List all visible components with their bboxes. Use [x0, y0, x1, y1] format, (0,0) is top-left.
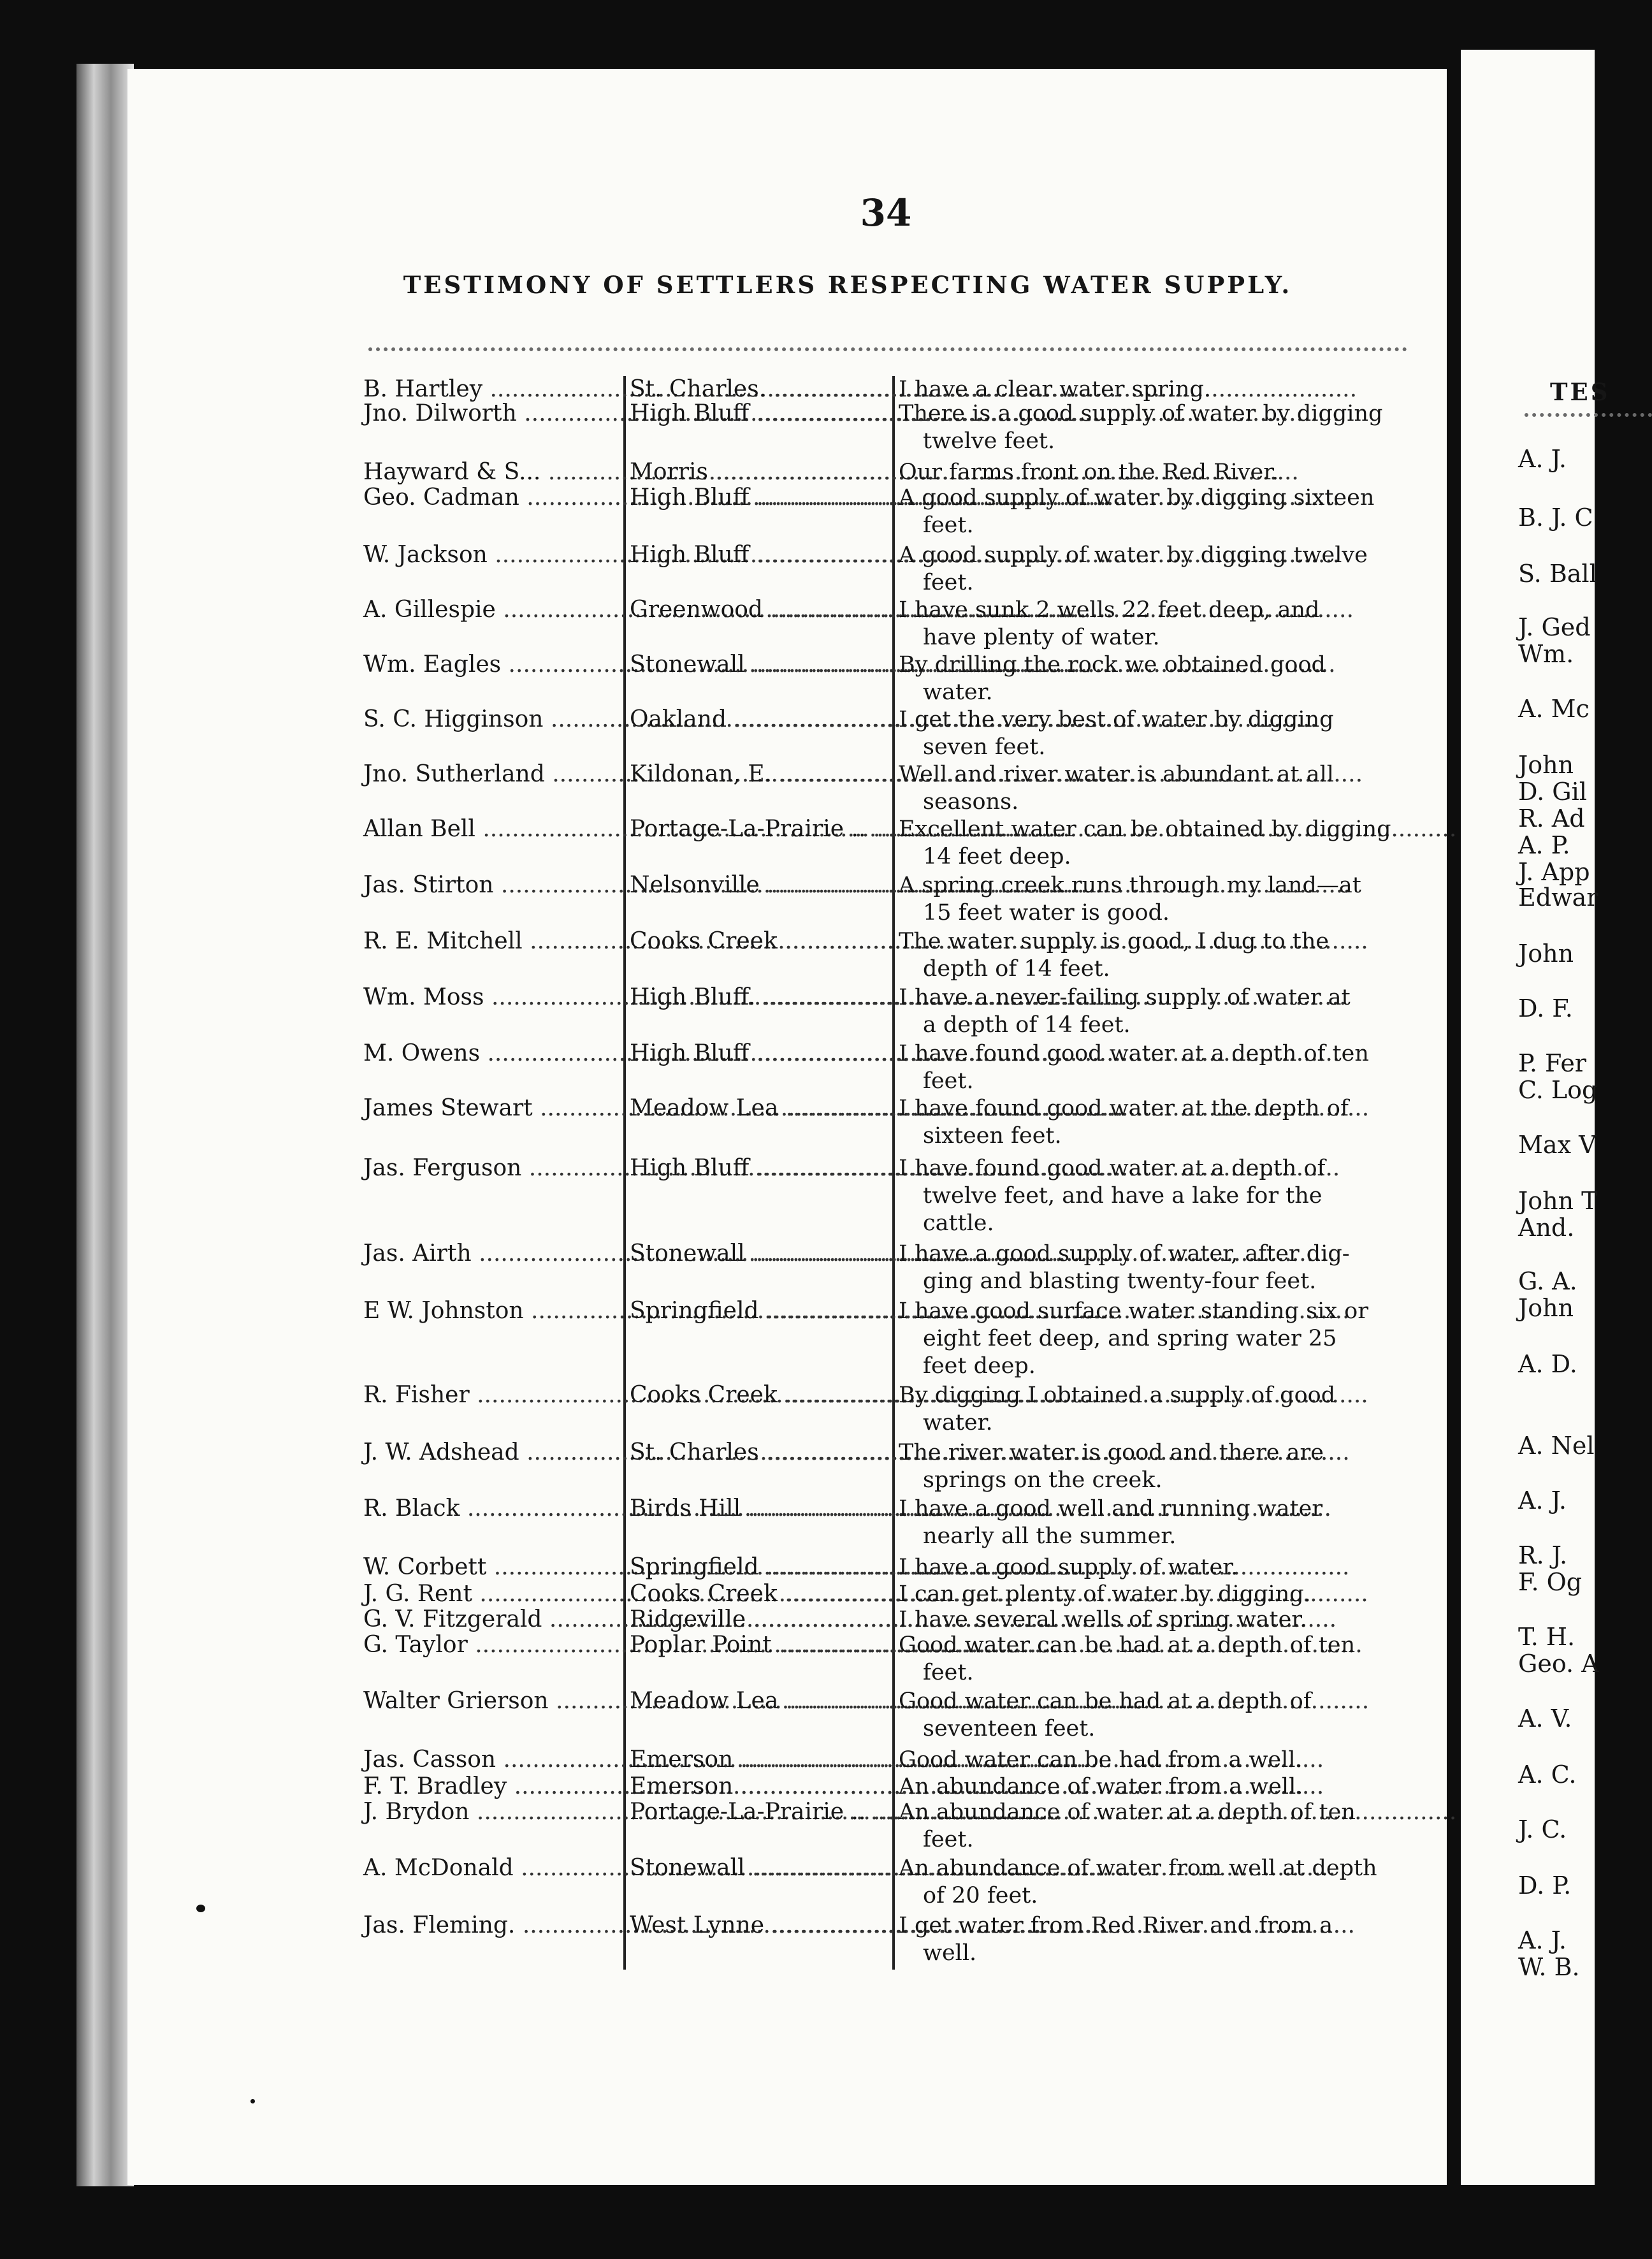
testimony-text — [899, 1632, 1440, 1687]
testimony-text — [899, 1240, 1440, 1295]
next-page-name-fragment: D. F. — [1518, 994, 1573, 1022]
testimony-line: water. — [923, 679, 993, 705]
next-page-name-fragment: A. J. — [1518, 1926, 1567, 1954]
next-page-name-fragment: And. — [1518, 1214, 1575, 1242]
testimony-line: An abundance of water at a depth of ten — [899, 1799, 1356, 1825]
next-page-name-fragment: G. A. — [1518, 1267, 1577, 1295]
settler-location: Portage-La-Prairie .. ..... — [630, 816, 888, 843]
settler-name: R. E. Mitchell ..... — [363, 928, 621, 955]
testimony-text — [899, 872, 1440, 927]
next-page-name-fragment: A. C. — [1518, 1761, 1577, 1789]
testimony-line: I have good surface water standing six or — [899, 1298, 1368, 1324]
testimony-line: feet. — [923, 512, 974, 538]
book-page-edges — [76, 64, 134, 2186]
next-page-name-fragment: A. V. — [1518, 1704, 1572, 1732]
next-page-name-fragment: B. J. C — [1518, 504, 1593, 532]
next-page-name-fragment: J. App — [1518, 858, 1590, 886]
next-page-rule — [1525, 413, 1652, 417]
testimony-line: springs on the creek. — [923, 1467, 1163, 1493]
settler-location: Birds Hill ..... — [630, 1495, 888, 1522]
testimony-line: twelve feet. — [923, 428, 1055, 454]
testimony-text — [899, 459, 1440, 486]
testimony-text — [899, 1298, 1440, 1380]
settler-name: Jno. Dilworth ..... — [363, 400, 621, 427]
testimony-line: A good supply of water by digging twelve — [899, 542, 1368, 568]
next-page-name-fragment: T. H. — [1518, 1623, 1576, 1651]
settler-name: J. W. Adshead ..... — [363, 1439, 621, 1466]
settler-location: Emerson ..... — [630, 1747, 888, 1773]
testimony-line: well. — [923, 1940, 977, 1966]
testimony-line: twelve feet, and have a lake for the — [923, 1183, 1322, 1209]
settler-name: J. G. Rent ..... — [363, 1581, 621, 1608]
settler-location: High Bluff ..... — [630, 1155, 888, 1182]
settler-name: S. C. Higginson ..... — [363, 706, 621, 733]
testimony-line: Well and river water is abundant at all — [899, 762, 1334, 787]
next-page-name-fragment: Geo. A — [1518, 1650, 1599, 1678]
testimony-text — [899, 1581, 1440, 1608]
testimony-table — [363, 376, 1447, 1970]
testimony-line: feet deep. — [923, 1353, 1036, 1379]
settler-name: E W. Johnston ..... — [363, 1298, 621, 1325]
settler-location: Stonewall ..... — [630, 1855, 888, 1882]
testimony-line: Excellent water can be obtained by digging — [899, 817, 1391, 842]
settler-location: Greenwood ..... — [630, 597, 888, 623]
testimony-text — [899, 376, 1440, 403]
testimony-line: sixteen feet. — [923, 1123, 1062, 1149]
testimony-text — [899, 1040, 1440, 1095]
testimony-line: feet. — [923, 1068, 974, 1094]
settler-location: Nelsonville ..... — [630, 872, 888, 899]
next-page-name-fragment: John — [1518, 751, 1574, 779]
title-rule — [368, 347, 1407, 351]
next-page-name-fragment: P. Fer — [1518, 1049, 1586, 1077]
settler-name: A. McDonald ..... — [363, 1855, 621, 1882]
settler-location: Stonewall ..... — [630, 1240, 888, 1267]
testimony-text — [899, 1747, 1440, 1774]
settler-location: Springfield ..... — [630, 1298, 888, 1325]
testimony-line: Our farms front on the Red River. — [899, 460, 1279, 485]
testimony-text — [899, 597, 1440, 651]
settler-name: Jas. Casson ..... — [363, 1747, 621, 1773]
settler-name: G. V. Fitzgerald ..... — [363, 1606, 621, 1633]
settler-location: High Bluff ..... — [630, 1040, 888, 1067]
settler-name: Hayward & S... ..... — [363, 459, 621, 486]
settler-location: St. Charles ..... — [630, 1439, 888, 1466]
settler-location: High Bluff ..... — [630, 542, 888, 569]
settler-location: Poplar Point ..... — [630, 1632, 888, 1659]
settler-location: High Bluff. ..... — [630, 984, 888, 1011]
next-page-name-fragment: F. Og — [1518, 1568, 1583, 1596]
testimony-line: By digging I obtained a supply of good — [899, 1383, 1336, 1408]
testimony-line: By drilling the rock we obtained good — [899, 652, 1326, 678]
testimony-text — [899, 1688, 1440, 1743]
settler-location: Oakland ..... — [630, 706, 888, 733]
testimony-text — [899, 761, 1440, 816]
next-page-name-fragment: J. C. — [1518, 1815, 1567, 1843]
next-page-name-fragment: W. B. — [1518, 1953, 1580, 1981]
settler-name: B. Hartley ..... — [363, 376, 621, 403]
next-page-name-fragment: Edwar — [1518, 883, 1598, 912]
next-page-name-fragment: A. D. — [1518, 1350, 1577, 1378]
testimony-line: feet. — [923, 1827, 974, 1852]
testimony-line: 14 feet deep. — [923, 844, 1071, 869]
next-page-name-fragment: D. P. — [1518, 1871, 1572, 1899]
testimony-text — [899, 400, 1440, 455]
next-page-name-fragment: A. Nel — [1518, 1432, 1595, 1460]
settler-name: Allan Bell ..... — [363, 816, 621, 843]
ink-speck — [196, 1905, 205, 1912]
testimony-line: ging and blasting twenty-four feet. — [923, 1268, 1317, 1294]
next-page-name-fragment: Wm. — [1518, 640, 1574, 668]
testimony-line: of 20 feet. — [923, 1883, 1038, 1908]
next-page-name-fragment: Max V — [1518, 1131, 1597, 1159]
settler-name: W. Corbett ..... — [363, 1554, 621, 1581]
testimony-line: have plenty of water. — [923, 625, 1160, 650]
testimony-line: I have a good well and running water — [899, 1496, 1323, 1522]
next-page-name-fragment: R. Ad — [1518, 804, 1585, 832]
settler-location: Cooks Creek ..... — [630, 1581, 888, 1608]
testimony-line: I have found good water at a depth of ten — [899, 1041, 1369, 1066]
settler-location: Kildonan, E. ..... — [630, 761, 888, 788]
testimony-line: I have found good water at the depth of — [899, 1096, 1349, 1121]
ink-speck — [250, 2099, 255, 2103]
settler-location: High Bluff ..... — [630, 400, 888, 427]
testimony-line: cattle. — [923, 1210, 994, 1236]
next-page-name-fragment: S. Ball — [1518, 560, 1597, 588]
testimony-text — [899, 706, 1440, 761]
next-page-name-fragment: John — [1518, 940, 1574, 968]
settler-location: St. Charles. ..... — [630, 376, 888, 403]
settler-name: Wm. Eagles ..... — [363, 651, 621, 678]
next-page-name-fragment: A. P. — [1518, 831, 1570, 859]
testimony-line: I can get plenty of water by digging. — [899, 1581, 1311, 1607]
next-page-name-fragment: A. J. — [1518, 1486, 1567, 1514]
next-page-title: TES — [1550, 378, 1611, 406]
testimony-text — [899, 1439, 1440, 1494]
testimony-line: The water supply is good, I dug to the — [899, 929, 1330, 954]
next-page-name-fragment: John — [1518, 1294, 1574, 1322]
testimony-line: 15 feet water is good. — [923, 900, 1170, 926]
right-page-fragment — [1461, 50, 1611, 2185]
testimony-line: There is a good supply of water by digging — [899, 401, 1383, 426]
testimony-line: A good supply of water by digging sixteen — [899, 485, 1375, 511]
settler-name: Wm. Moss ..... — [363, 984, 621, 1011]
next-page-name-fragment: J. Ged — [1518, 613, 1591, 641]
settler-name: J. Brydon ..... — [363, 1799, 621, 1826]
testimony-line: feet. — [923, 1660, 974, 1685]
settler-location: High Bluff ..... — [630, 484, 888, 511]
settler-name: Jas. Ferguson ..... — [363, 1155, 621, 1182]
testimony-text — [899, 1155, 1440, 1237]
testimony-line: I get the very best of water by digging — [899, 707, 1334, 732]
testimony-line: nearly all the summer. — [923, 1523, 1177, 1549]
settler-location: Springfield ..... — [630, 1554, 888, 1581]
testimony-text — [899, 1773, 1440, 1801]
testimony-line: I get water from Red River and from a — [899, 1913, 1333, 1938]
testimony-line: eight feet deep, and spring water 25 — [923, 1326, 1337, 1351]
testimony-text — [899, 928, 1440, 983]
testimony-line: An abundance of water from well at depth — [899, 1856, 1377, 1881]
testimony-text — [899, 1855, 1440, 1910]
settler-location: Stonewall ..... — [630, 651, 888, 678]
next-page-name-fragment: A. Mc — [1518, 695, 1590, 723]
next-page-name-fragment: John T — [1518, 1187, 1598, 1215]
testimony-text — [899, 1495, 1440, 1550]
settler-name: F. T. Bradley ..... — [363, 1773, 621, 1800]
testimony-line: seasons. — [923, 789, 1019, 815]
settler-name: Jas. Fleming. ..... — [363, 1912, 621, 1939]
next-page-name-fragment: R. J. — [1518, 1541, 1568, 1569]
settler-location: Cooks Creek ..... — [630, 1382, 888, 1409]
testimony-line: Good water can be had at a depth of — [899, 1689, 1312, 1714]
settler-location: Meadow Lea ..... — [630, 1688, 888, 1715]
testimony-line: The river water is good and there are — [899, 1440, 1324, 1465]
settler-name: W. Jackson ..... — [363, 542, 621, 569]
settler-name: G. Taylor ..... — [363, 1632, 621, 1659]
testimony-text — [899, 1554, 1440, 1581]
testimony-line: a depth of 14 feet. — [923, 1012, 1131, 1038]
settler-location: Morris ..... — [630, 459, 888, 486]
settler-name: Jas. Stirton ..... — [363, 872, 621, 899]
settler-location: Portage-La-Prairie .. ..... — [630, 1799, 888, 1826]
testimony-line: I have a clear water spring. — [899, 377, 1212, 402]
page-number: 34 — [860, 191, 912, 235]
testimony-line: I have a good supply of water. — [899, 1555, 1238, 1580]
testimony-text — [899, 1799, 1440, 1854]
settler-name: R. Black ..... — [363, 1495, 621, 1522]
settler-name: A. Gillespie ..... — [363, 597, 621, 623]
testimony-line: feet. — [923, 570, 974, 595]
testimony-text — [899, 1382, 1440, 1437]
testimony-text — [899, 542, 1440, 597]
testimony-line: I have several wells of spring water. — [899, 1607, 1307, 1632]
testimony-line: I have sunk 2 wells 22 feet deep, and — [899, 597, 1320, 623]
testimony-text — [899, 984, 1440, 1039]
testimony-line: Good water can be had from a well. — [899, 1747, 1303, 1773]
settler-name: James Stewart ..... — [363, 1095, 621, 1122]
settler-name: Jno. Sutherland ..... — [363, 761, 621, 788]
testimony-line: A spring creek runs through my land—at — [899, 873, 1361, 898]
testimony-text — [899, 651, 1440, 706]
testimony-text — [899, 1606, 1440, 1634]
testimony-line: I have a never-failing supply of water at — [899, 985, 1351, 1010]
settler-location: Cooks Creek ..... — [630, 928, 888, 955]
testimony-line: Good water can be had at a depth of ten — [899, 1632, 1356, 1658]
settler-name: Walter Grierson ..... — [363, 1688, 621, 1715]
settler-location: Meadow Lea ..... — [630, 1095, 888, 1122]
settler-location: West Lynne ..... — [630, 1912, 888, 1939]
next-page-name-fragment: D. Gil — [1518, 778, 1587, 806]
page-title: TESTIMONY OF SETTLERS RESPECTING WATER SUPPLY. — [403, 271, 1293, 299]
testimony-line: seventeen feet. — [923, 1716, 1096, 1741]
testimony-line: water. — [923, 1410, 993, 1435]
settler-name: M. Owens ..... — [363, 1040, 621, 1067]
testimony-text — [899, 484, 1440, 539]
settler-name: R. Fisher ..... — [363, 1382, 621, 1409]
settler-name: Jas. Airth ..... — [363, 1240, 621, 1267]
testimony-text — [899, 816, 1440, 871]
testimony-line: seven feet. — [923, 734, 1046, 760]
next-page-name-fragment: A. J. — [1518, 445, 1567, 473]
testimony-line: I have a good supply of water, after dig- — [899, 1241, 1350, 1267]
testimony-text — [899, 1095, 1440, 1150]
next-page-name-fragment: C. Log — [1518, 1076, 1598, 1104]
testimony-line: I have found good water at a depth of — [899, 1156, 1326, 1181]
testimony-line: An abundance of water from a well. — [899, 1774, 1303, 1799]
settler-name: Geo. Cadman ..... — [363, 484, 621, 511]
settler-location: Emerson ..... — [630, 1773, 888, 1800]
testimony-line: depth of 14 feet. — [923, 956, 1110, 982]
testimony-text — [899, 1912, 1440, 1967]
settler-location: Ridgeville ..... — [630, 1606, 888, 1633]
